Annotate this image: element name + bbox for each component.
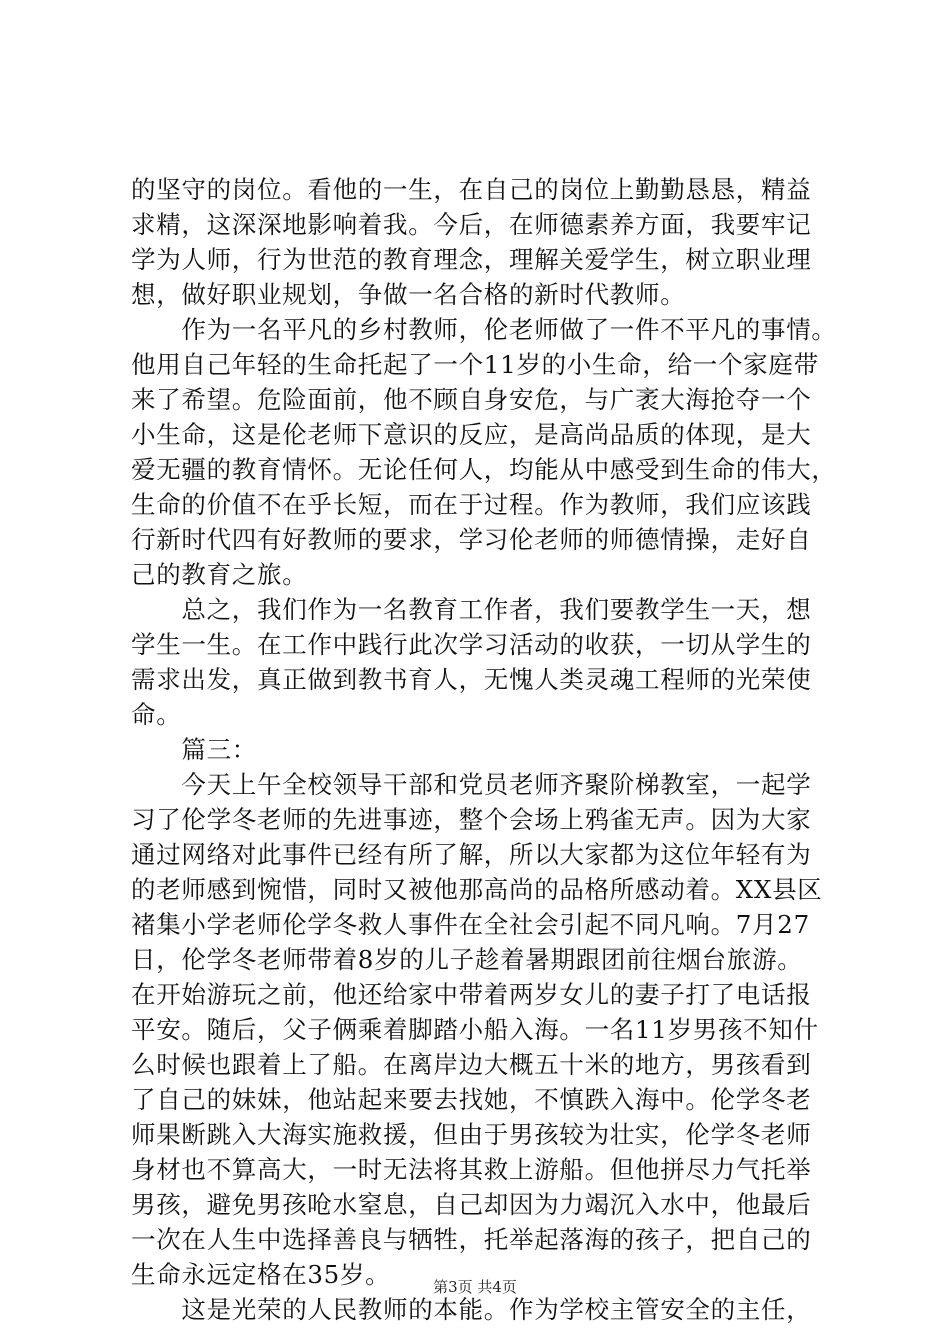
text-line: 生命的价值不在乎长短，而在于过程。作为教师，我们应该践 xyxy=(131,490,812,519)
text-line: 的坚守的岗位。看他的一生，在自己的岗位上勤勤恳恳，精益 xyxy=(131,175,812,204)
text-line: 褚集小学老师伦学冬救人事件在全社会引起不同凡响。7月27 xyxy=(131,910,810,939)
text-line: 学为人师，行为世范的教育理念，理解关爱学生，树立职业理 xyxy=(131,245,812,274)
text-line: 己的教育之旅。 xyxy=(131,560,308,589)
text-line: 想，做好职业规划，争做一名合格的新时代教师。 xyxy=(131,280,686,309)
text-line: 在开始游玩之前，他还给家中带着两岁女儿的妻子打了电话报 xyxy=(131,980,812,1009)
text-line: 求精，这深深地影响着我。今后，在师德素养方面，我要牢记 xyxy=(131,210,812,239)
text-line: 作为一名平凡的乡村教师，伦老师做了一件不平凡的事情。 xyxy=(131,315,837,344)
text-line: 日，伦学冬老师带着8岁的儿子趁着暑期跟团前往烟台旅游。 xyxy=(131,945,803,974)
text-line: 的老师感到惋惜，同时又被他那高尚的品格所感动着。XX县区 xyxy=(131,875,823,904)
section-heading: 篇三： xyxy=(131,735,257,764)
text-line: 需求出发，真正做到教书育人，无愧人类灵魂工程师的光荣使 xyxy=(131,665,812,694)
text-line: 今天上午全校领导干部和党员老师齐聚阶梯教室，一起学 xyxy=(131,770,812,799)
text-line: 这是光荣的人民教师的本能。作为学校主管安全的主任， xyxy=(131,1295,812,1324)
text-line: 通过网络对此事件已经有所了解，所以大家都为这位年轻有为 xyxy=(131,840,812,869)
text-line: 命。 xyxy=(131,700,182,729)
body-text xyxy=(131,172,837,1327)
text-line: 小生命，这是伦老师下意识的反应，是高尚品质的体现，是大 xyxy=(131,420,812,449)
text-line: 么时候也跟着上了船。在离岸边大概五十米的地方，男孩看到 xyxy=(131,1050,812,1079)
text-line: 他用自己年轻的生命托起了一个11岁的小生命，给一个家庭带 xyxy=(131,350,819,379)
text-line: 生命永远定格在35岁。 xyxy=(131,1260,391,1289)
page-number-footer: 第3页 共4页 xyxy=(433,1278,517,1296)
text-line: 男孩，避免男孩呛水窒息，自己却因为力竭沉入水中，他最后 xyxy=(131,1190,812,1219)
text-line: 一次在人生中选择善良与牺牲，托举起落海的孩子，把自己的 xyxy=(131,1225,812,1254)
text-line: 行新时代四有好教师的要求，学习伦老师的师德情操，走好自 xyxy=(131,525,812,554)
text-line: 平安。随后，父子俩乘着脚踏小船入海。一名11岁男孩不知什 xyxy=(131,1015,819,1044)
text-line: 学生一生。在工作中践行此次学习活动的收获，一切从学生的 xyxy=(131,630,812,659)
text-line: 总之，我们作为一名教育工作者，我们要教学生一天，想 xyxy=(131,595,812,624)
text-line: 师果断跳入大海实施救援，但由于男孩较为壮实，伦学冬老师 xyxy=(131,1120,812,1149)
text-line: 来了希望。危险面前，他不顾自身安危，与广袤大海抢夺一个 xyxy=(131,385,812,414)
text-line: 爱无疆的教育情怀。无论任何人，均能从中感受到生命的伟大， xyxy=(131,455,837,484)
text-line: 习了伦学冬老师的先进事迹，整个会场上鸦雀无声。因为大家 xyxy=(131,805,812,834)
text-line: 身材也不算高大，一时无法将其救上游船。但他拼尽力气托举 xyxy=(131,1155,812,1184)
text-line: 了自己的妹妹，他站起来要去找她，不慎跌入海中。伦学冬老 xyxy=(131,1085,812,1114)
